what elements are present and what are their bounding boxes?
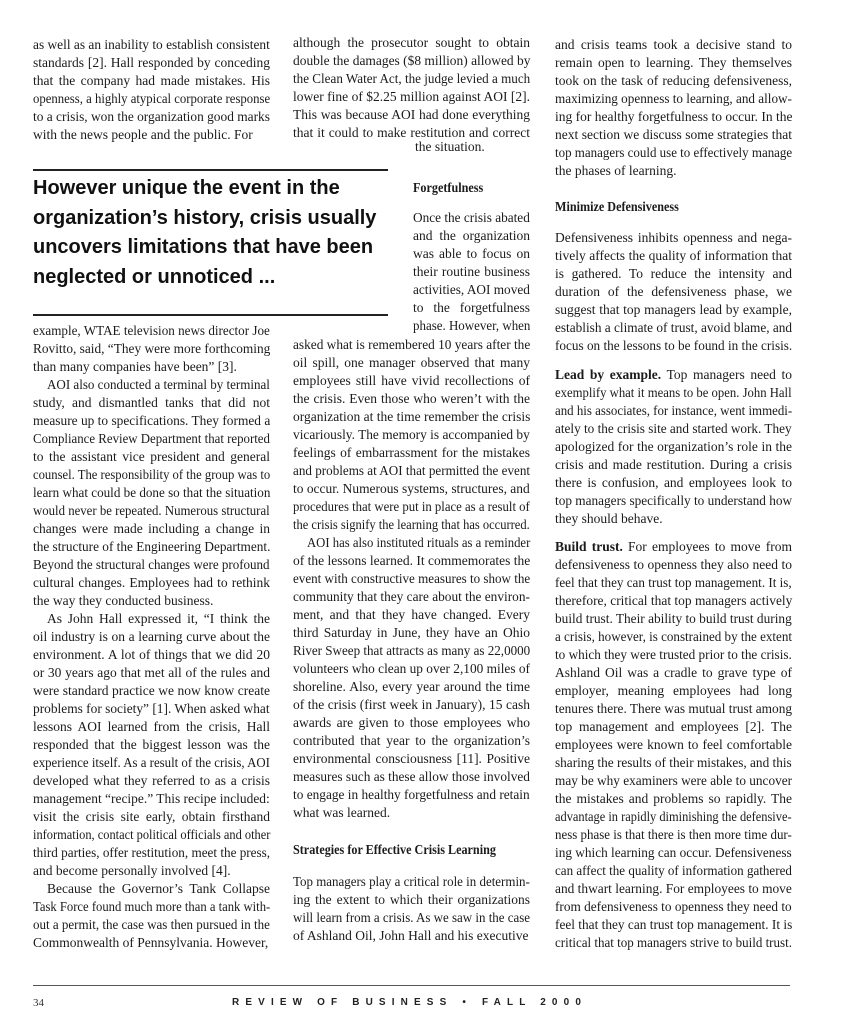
body-line: lower fine of $2.25 million against AOI [2]. [293,89,530,104]
body-line: exemplify what it means to be open. John Hall [555,385,792,400]
body-line: took on the task of reducing defensiveness, [555,73,792,88]
body-line: the crisis signify the learning that has occurred. [293,517,530,532]
body-line: with the news people and the public. For [33,127,253,142]
body-line: ing for healthy forgetfulness to occur. In the [555,109,793,124]
body-line: oil industry is on a learning curve about the [33,629,270,644]
body-line: from defensiveness to openness they need to [555,899,792,914]
body-line: would never be repeated. Numerous structural [33,503,270,518]
body-line: contributed that year to the organization’s [293,733,530,748]
body-line: remain open to learning. They themselves [555,55,792,70]
body-line: and his associates, for instance, went immedi- [555,403,793,418]
body-line: third parties, offer restitution, meet the press, [33,845,271,860]
body-line: they should behave. [555,511,663,526]
body-line [555,366,792,384]
body-line [555,538,792,556]
body-line: volunteers who clean up over 2,100 miles of [293,661,530,676]
body-line: the mistakes and problems so rapidly. The [555,791,792,806]
page-number: 34 [33,997,44,1009]
body-line: to occur. Numerous systems, structures, and [293,481,530,496]
body-line: employees were known to feel comfortable [555,737,792,752]
run-in-heading: Build trust. [555,539,623,554]
body-line: ing which learning can occur. Defensiveness [555,845,792,860]
body-line: environmental consciousness [11]. Positive [293,751,530,766]
body-line: crisis and made restitution. During a crisis [555,457,792,472]
footer-bullet: • [462,997,473,1008]
body-line: suggest that top managers lead by example, [555,302,792,317]
body-line: although the prosecutor sought to obtain [293,35,530,50]
body-line: vicariously. The memory is accompanied by [293,427,530,442]
body-line: feel that they can trust top management. It is, [555,575,792,590]
body-line: sharing the results of their mistakes, and this [555,755,792,770]
journal-name: REVIEW OF BUSINESS [232,997,453,1008]
body-line: or 30 years ago that met all of the rules and [33,665,270,680]
body-line: the phases of learning. [555,163,677,178]
pull-quote-line: uncovers limitations that have been [33,236,374,258]
body-line: that it could to make restitution and correct [293,125,530,140]
body-line: and problems at AOI that permitted the event [293,463,531,478]
body-line: lessons AOI learned from the crisis, Hall [33,719,270,734]
body-line: focus on the lessons to be found in the crisis. [555,338,793,353]
body-line: was able to focus on [413,246,530,261]
body-line: top managers specifically to understand how [555,493,793,508]
body-line: This was because AOI had done everything [293,107,530,122]
body-line: the crisis. Even those who weren’t with the [293,391,530,406]
body-line: to engage in healthy forgetfulness and retain [293,787,530,802]
body-line: establish a climate of trust, avoid blame, and [555,320,793,335]
body-line: Top managers play a critical role in determin- [293,874,530,889]
body-line: study, and dismantled tanks that did not [33,395,270,410]
body-line: management “recipe.” This recipe included: [33,791,270,806]
body-line: the situation. [415,139,485,154]
body-line: Because the Governor’s Tank Collapse [47,881,270,896]
body-line: tively affects the quality of information that [555,248,792,263]
body-line: openness, a highly atypical corporate response [33,91,271,106]
body-line: critical that top managers strive to build trust. [555,935,792,950]
body-line: their routine business [413,264,530,279]
body-line: to the assistant vice president and general [33,449,270,464]
body-line: employer, meaning employees had long [555,683,792,698]
body-line: duration of the defensiveness phase, we [555,284,792,299]
pull-quote-line: However unique the event in the [33,177,340,199]
body-line: top management and employees [2]. The [555,719,792,734]
line-text: Top managers need to [666,367,792,382]
body-line: third Saturday in June, they have an Ohio [293,625,530,640]
pull-quote-line: organization’s history, crisis usually [33,207,377,229]
body-line: responded that the biggest lesson was the [33,737,270,752]
body-line: procedures that were put in place as a result of [293,499,530,514]
body-line: Ashland Oil was a cradle to grave type of [555,665,792,680]
body-line: than many companies have been” [3]. [33,359,237,374]
body-line: tenures there. There was mutual trust among [555,701,793,716]
body-line: Once the crisis abated [413,210,530,225]
body-line: feel that they can trust top management. It is [555,917,793,932]
body-line: the way they conducted business. [33,593,214,608]
pull-quote-line: neglected or unnoticed ... [33,266,276,288]
body-line: advantage in rapidly diminishing the defensive- [555,809,792,824]
body-line: measure up to specifications. They formed a [33,413,271,428]
body-line: and thwart learning. For employees to move [555,881,792,896]
body-line: feelings of embarrassment for the mistakes [293,445,530,460]
body-line: top managers could use to effectively manage [555,145,793,160]
body-line: Beyond the structural changes were profound [33,557,270,572]
body-line: out a permit, the case was then pursued in the [33,917,270,932]
body-line: what was learned. [293,805,391,820]
body-line: changes were made including a change in [33,521,270,536]
body-line: to the forgetfulness [413,300,530,315]
body-line: event with constructive measures to show the [293,571,531,586]
body-line: River Sweep that attracts as many as 22,0000 [293,643,531,658]
body-line: Task Force found much more than a tank with- [33,899,271,914]
body-line: and the organization [413,228,530,243]
body-line: of the crisis (first week in January), 15 cash [293,697,530,712]
body-line: Commonwealth of Pennsylvania. However, [33,935,269,950]
body-line: Compliance Review Department that reported [33,431,270,446]
footer-rule [33,985,790,986]
body-line: build trust. Their ability to build trust during [555,611,792,626]
body-line: apologized for the organization’s role in the [555,439,792,454]
body-line: standards [2]. Hall responded by conceding [33,55,270,70]
body-line: ing the extent to which their organizations [293,892,530,907]
body-line: activities, AOI moved [413,282,530,297]
body-line: awards are given to those employees who [293,715,530,730]
run-in-heading: Lead by example. [555,367,662,382]
body-line: maximizing openness to learning, and allow- [555,91,792,106]
body-line: therefore, critical that top managers actively [555,593,793,608]
body-line: may be why examiners were able to uncover [555,773,793,788]
issue-date: FALL 2000 [481,997,588,1008]
body-line: developed what they referred to as a crisis [33,773,270,788]
running-footer [232,995,597,1011]
body-line: asked what is remembered 10 years after the [293,337,531,352]
body-line: experience itself. As a result of the crisis, AOI [33,755,270,770]
body-line: ment, and that they have changed. Every [293,607,530,622]
body-line: and become personally involved [4]. [33,863,231,878]
body-line: a crisis, however, is constrained by the extent [555,629,793,644]
body-line: As John Hall expressed it, “I think the [47,611,270,626]
body-line: Defensiveness inhibits openness and nega- [555,230,792,245]
body-line: next section we discuss some strategies that [555,127,792,142]
body-line: there is confusion, and employees look to [555,475,792,490]
body-line: AOI also conducted a terminal by terminal [47,377,270,392]
heading-minimize-defensiveness: Minimize Defensiveness [555,199,679,214]
body-line: the structure of the Engineering Department. [33,539,271,554]
body-line: ness phase is that there is then more time dur- [555,827,792,842]
body-line: problems for society” [1]. When asked what [33,701,270,716]
body-line: employees still have vivid recollections of [293,373,530,388]
body-line: Rovitto, said, “They were more forthcoming [33,341,271,356]
body-line: as well as an inability to establish consistent [33,37,270,52]
body-line: can affect the quality of information gathered [555,863,792,878]
body-line: double the damages ($8 million) allowed by [293,53,531,68]
body-line: counsel. The responsibility of the group was to [33,467,271,482]
body-line: learn what could be done so that the situation [33,485,271,500]
body-line: AOI has also instituted rituals as a reminder [307,535,531,550]
body-line: to which they were trusted prior to the crisis. [555,647,792,662]
body-line: defensiveness to openness they also need to [555,557,792,572]
body-line: community that they care about the environ- [293,589,530,604]
body-line: ately to the crisis site and started work. They [555,421,792,436]
heading-forgetfulness: Forgetfulness [413,180,484,195]
pull-quote-top-rule [33,169,388,171]
body-line: of the lessons learned. It commemorates the [293,553,531,568]
body-line: and crisis teams took a decisive stand to [555,37,792,52]
body-line: is gathered. To reduce the intensity and [555,266,792,281]
body-line: of Ashland Oil, John Hall and his executive [293,928,529,943]
body-line: the Clean Water Act, the judge levied a much [293,71,531,86]
body-line: organization at the time remember the crisis [293,409,531,424]
body-line: oil spill, one manager observed that many [293,355,530,370]
body-line: that the company had made mistakes. His [33,73,270,88]
body-line: environment. A lot of things that we did 20 [33,647,270,662]
body-line: to a crisis, won the organization good marks [33,109,270,124]
pull-quote-bottom-rule [33,314,388,316]
line-text: For employees to move from [628,539,792,554]
body-line: example, WTAE television news director Joe [33,323,270,338]
body-line: will learn from a crisis. As we saw in the case [293,910,531,925]
body-line: information, contact political officials and other [33,827,271,842]
body-line: were standard practice we now know create [33,683,270,698]
body-line: measures such as these allow those involved [293,769,530,784]
body-line: shoreline. Also, every year around the time [293,679,530,694]
body-line: phase. However, when [413,318,531,333]
body-line: visit the crisis site early, obtain firsthand [33,809,270,824]
heading-strategies: Strategies for Effective Crisis Learning [293,842,496,857]
body-line: cultural changes. Employees had to rethink [33,575,270,590]
